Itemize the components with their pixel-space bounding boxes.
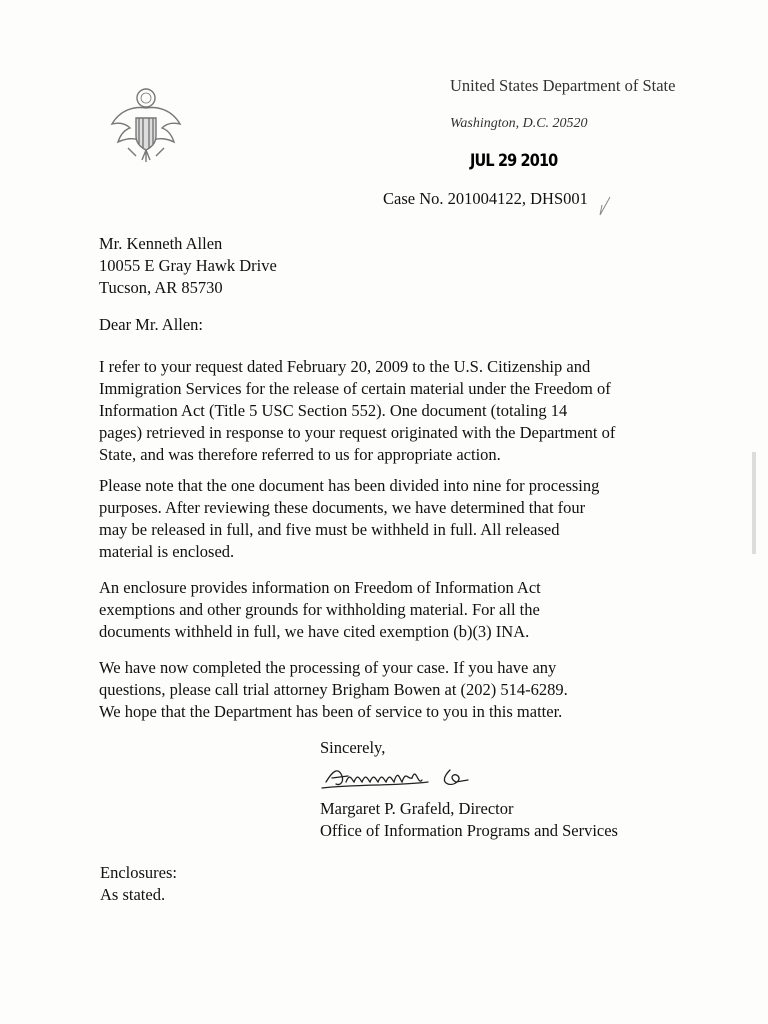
case-number: Case No. 201004122, DHS001 bbox=[383, 189, 588, 208]
check-mark-icon bbox=[598, 193, 614, 217]
department-name: United States Department of State bbox=[450, 76, 676, 95]
body-paragraph-3: An enclosure provides information on Freedom of Information Act exemptions and other grounds for withholding material. For all the documents withheld in full, we have cited exemption (b)(3) INA. bbox=[99, 578, 541, 641]
scan-edge-mark bbox=[752, 452, 756, 554]
salutation: Dear Mr. Allen: bbox=[99, 315, 204, 334]
signer-office: Office of Information Programs and Services bbox=[320, 821, 618, 840]
great-seal-icon bbox=[106, 84, 186, 168]
signature-image bbox=[318, 758, 490, 794]
signer-name: Margaret P. Grafeld, Director bbox=[320, 799, 514, 818]
enclosures-label: Enclosures: bbox=[100, 863, 177, 882]
body-paragraph-2: Please note that the one document has been divided into nine for processing purposes. After reviewing these documents, we have determined that four may be released in full, and five must be withheld in full. All released material is enclosed. bbox=[99, 476, 600, 561]
body-paragraph-1: I refer to your request dated February 20, 2009 to the U.S. Citizenship and Immigration Services for the release of certain material under the Freedom of Information Act (Title 5 USC Section 552). One document (totaling 14 pages) retrieved in response to your request originated with the Department of State, and was therefore referred to us for appropriate action. bbox=[99, 357, 616, 464]
recipient-name: Mr. Kenneth Allen bbox=[99, 234, 223, 253]
closing: Sincerely, bbox=[320, 738, 386, 757]
enclosures-value: As stated. bbox=[100, 885, 166, 904]
date-stamp: JUL 29 2010 bbox=[470, 151, 558, 171]
enclosures bbox=[100, 862, 177, 906]
signer-block bbox=[320, 798, 618, 842]
recipient-street: 10055 E Gray Hawk Drive bbox=[99, 256, 277, 275]
recipient-city: Tucson, AR 85730 bbox=[99, 278, 223, 297]
recipient-address bbox=[99, 233, 277, 299]
department-location: Washington, D.C. 20520 bbox=[450, 116, 588, 131]
body-paragraph-4: We have now completed the processing of your case. If you have any questions, please call trial attorney Brigham Bowen at (202) 514-6289. We hope that the Department has been of service to you in this matter. bbox=[99, 658, 568, 721]
